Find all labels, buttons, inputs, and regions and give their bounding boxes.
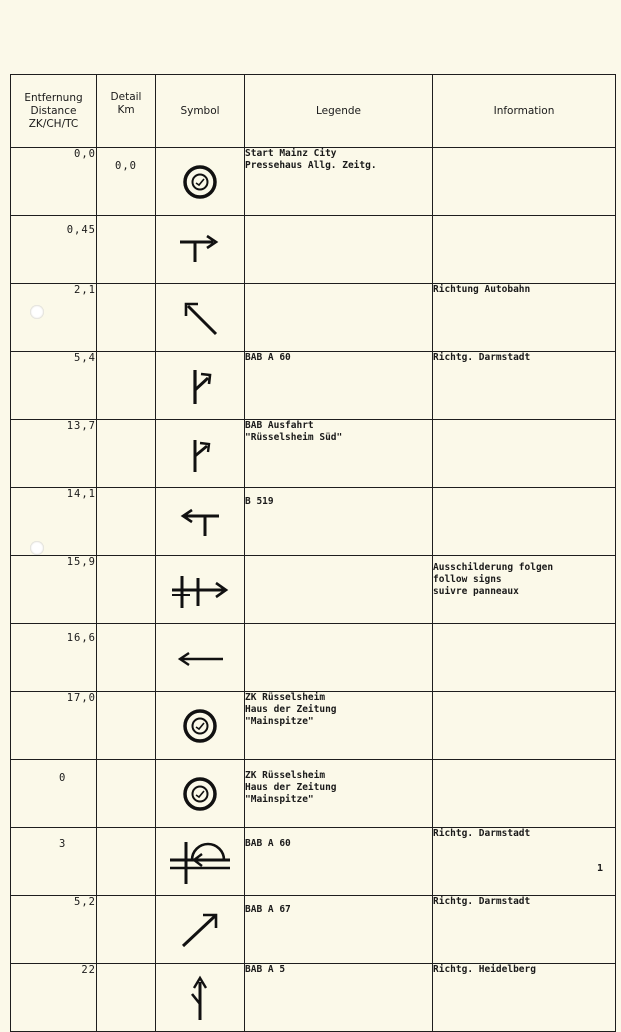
table-row (11, 420, 616, 488)
legend-cell (245, 896, 433, 964)
symbol-cell (156, 624, 245, 692)
detail-cell (97, 488, 156, 556)
symbol-cell (156, 216, 245, 284)
distance-cell: 0,45 (11, 216, 97, 284)
legend-line: Start Mainz City (245, 148, 337, 159)
distance-cell: 0,0 (11, 148, 97, 216)
legend-line: BAB Ausfahrt (245, 420, 314, 431)
header-detail-l1: Detail (110, 91, 142, 103)
distance-cell: 17,0 (11, 692, 97, 760)
info-line: Richtg. Darmstadt (433, 352, 531, 363)
table-row (11, 828, 616, 896)
info-cell (433, 828, 616, 896)
arrow-up-right-icon (175, 908, 225, 952)
symbol-cell (156, 148, 245, 216)
checkpoint-icon (180, 162, 220, 202)
legend-cell (245, 352, 433, 420)
legend-line: ZK Rüsselsheim (245, 692, 326, 703)
distance-cell: 5,4 (11, 352, 97, 420)
header-detail-l2: Km (117, 104, 135, 116)
header-distance-l2: Distance (30, 104, 77, 117)
detail-cell (97, 556, 156, 624)
fork-up-icon (180, 972, 220, 1024)
legend-line: "Mainspitze" (245, 716, 314, 727)
detail-cell (97, 964, 156, 1032)
header-distance (11, 75, 97, 148)
symbol-cell (156, 760, 245, 828)
legend-cell (245, 624, 433, 692)
info-cell (433, 148, 616, 216)
page-number: 1 (596, 863, 603, 874)
turn-left-icon (175, 504, 225, 540)
table-row (11, 148, 616, 216)
legend-cell (245, 148, 433, 216)
roundabout-icon (166, 838, 234, 886)
info-line: Richtg. Darmstadt (433, 828, 531, 839)
info-line: follow signs (433, 574, 502, 585)
info-cell (433, 760, 616, 828)
legend-cell (245, 216, 433, 284)
distance-cell: 15,9 (11, 556, 97, 624)
detail-cell (97, 896, 156, 964)
info-cell (433, 284, 616, 352)
table-row (11, 964, 616, 1032)
info-cell (433, 692, 616, 760)
symbol-cell (156, 692, 245, 760)
table-row (11, 216, 616, 284)
symbol-cell (156, 420, 245, 488)
detail-cell (97, 828, 156, 896)
distance-cell: 3 (11, 828, 97, 896)
table-row (11, 488, 616, 556)
header-distance-l1: Entfernung (24, 91, 83, 104)
legend-line: Haus der Zeitung (245, 782, 337, 793)
detail-cell (97, 760, 156, 828)
info-cell (433, 488, 616, 556)
table-row (11, 760, 616, 828)
table-row (11, 352, 616, 420)
header-info: Information (433, 75, 616, 148)
legend-cell (245, 488, 433, 556)
detail-cell (97, 692, 156, 760)
table-row (11, 896, 616, 964)
detail-cell: 0,0 (97, 148, 156, 216)
table-row (11, 284, 616, 352)
checkpoint-icon (180, 774, 220, 814)
legend-cell (245, 828, 433, 896)
distance-cell: 22 (11, 964, 97, 1032)
info-cell (433, 352, 616, 420)
info-line: suivre panneaux (433, 586, 519, 597)
distance-cell: 2,1 (11, 284, 97, 352)
detail-cell (97, 420, 156, 488)
info-cell (433, 556, 616, 624)
legend-cell (245, 420, 433, 488)
fork-right-icon (180, 432, 220, 476)
legend-cell (245, 284, 433, 352)
symbol-cell (156, 828, 245, 896)
symbol-cell (156, 896, 245, 964)
legend-line: BAB A 60 (245, 838, 291, 849)
info-cell (433, 420, 616, 488)
arrow-up-left-icon (178, 296, 222, 340)
header-detail (97, 75, 156, 148)
symbol-cell (156, 488, 245, 556)
crossroads-right-icon (168, 568, 232, 612)
legend-cell (245, 692, 433, 760)
fork-right-icon (180, 364, 220, 408)
detail-cell (97, 352, 156, 420)
info-line: Richtg. Darmstadt (433, 896, 531, 907)
legend-cell (245, 556, 433, 624)
info-cell (433, 216, 616, 284)
table-row (11, 692, 616, 760)
symbol-cell (156, 352, 245, 420)
distance-cell: 13,7 (11, 420, 97, 488)
legend-line: BAB A 67 (245, 904, 291, 915)
legend-line: Haus der Zeitung (245, 704, 337, 715)
info-cell (433, 624, 616, 692)
detail-cell (97, 216, 156, 284)
detail-cell (97, 624, 156, 692)
checkpoint-icon (180, 706, 220, 746)
table-row (11, 624, 616, 692)
symbol-cell (156, 964, 245, 1032)
legend-line: Pressehaus Allg. Zeitg. (245, 160, 377, 171)
header-distance-l3: ZK/CH/TC (28, 117, 79, 130)
legend-line: "Rüsselsheim Süd" (245, 432, 343, 443)
legend-cell (245, 964, 433, 1032)
distance-cell: 5,2 (11, 896, 97, 964)
header-legend: Legende (245, 75, 433, 148)
distance-cell: 0 (11, 760, 97, 828)
info-cell (433, 896, 616, 964)
legend-line: B 519 (245, 496, 274, 507)
info-line: Richtg. Heidelberg (433, 964, 536, 975)
legend-line: BAB A 60 (245, 352, 291, 363)
distance-cell: 16,6 (11, 624, 97, 692)
legend-line: "Mainspitze" (245, 794, 314, 805)
distance-cell: 14,1 (11, 488, 97, 556)
roadbook-table (10, 74, 616, 1032)
legend-line: BAB A 5 (245, 964, 286, 975)
turn-right-icon (175, 232, 225, 268)
detail-cell (97, 284, 156, 352)
arrow-left-icon (173, 643, 227, 673)
legend-cell (245, 760, 433, 828)
info-line: Richtung Autobahn (433, 284, 531, 295)
table-row (11, 556, 616, 624)
symbol-cell (156, 284, 245, 352)
info-cell (433, 964, 616, 1032)
table-header-row (11, 75, 616, 148)
header-symbol: Symbol (156, 75, 245, 148)
info-line: Ausschilderung folgen (433, 562, 554, 573)
legend-line: ZK Rüsselsheim (245, 770, 326, 781)
symbol-cell (156, 556, 245, 624)
